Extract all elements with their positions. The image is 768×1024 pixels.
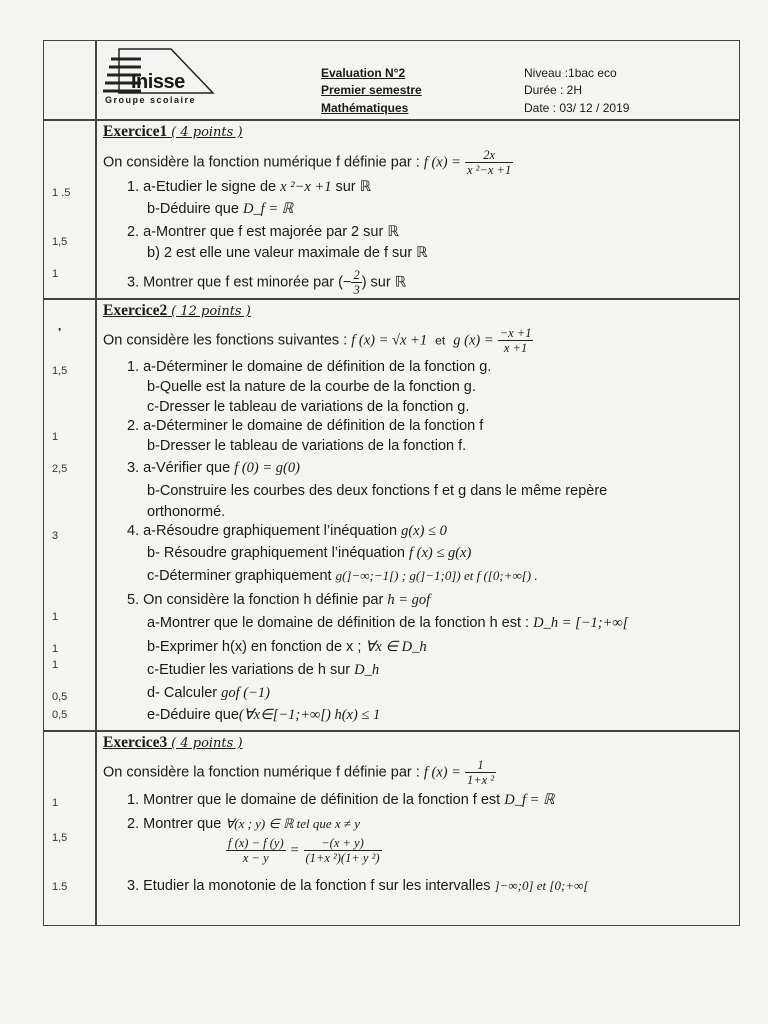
exercise2-divider <box>43 730 740 732</box>
points-ex2-q5e: 0,5 <box>52 709 68 721</box>
exercise3-function-fraction: $\frac{1}{\text{1+x ²}}$ <box>467 758 495 787</box>
ex2-q1a: 1. a-Déterminer le domaine de définition de la fonction g. <box>127 359 492 375</box>
evaluation-label: Evaluation N°2 <box>321 66 406 80</box>
ex2-q2b: b-Dresser le tableau de variations de la fonction f. <box>147 438 467 454</box>
points-ex1-q1: 1 .5 <box>52 187 71 199</box>
ex2-q5a: a-Montrer que le domaine de définition de la fonction h est : D_h = [−1;+∞[ <box>147 615 629 631</box>
points-ex2-q5d: 0,5 <box>52 691 68 703</box>
subject-label: Mathématiques <box>321 101 409 115</box>
points-column-divider <box>95 40 97 926</box>
points-ex2-q2: 1 <box>52 431 59 443</box>
points-ex2-q5a: 1 <box>52 611 59 623</box>
ex2-q1b: b-Quelle est la nature de la courbe de la fonction g. <box>147 379 476 395</box>
duration-label: Durée : 2H <box>524 83 583 97</box>
points-ex3-q1: 1 <box>52 797 59 809</box>
ex1-q2a: 2. a-Montrer que f est majorée par 2 sur ℝ <box>127 224 399 240</box>
logo-text: Inisse <box>131 71 185 93</box>
exercise1-handwritten-points: ( 4 points ) <box>171 125 243 140</box>
ex2-q4b: b- Résoudre graphiquement l’inéquation f (x) ≤ g(x) <box>147 545 472 561</box>
semester-label: Premier semestre <box>321 83 422 97</box>
points-ex2-q5b: 1 <box>52 643 59 655</box>
ex2-q1c: c-Dresser le tableau de variations de la fonction g. <box>147 399 470 415</box>
ex1-q1b: b-Déduire que D_f = ℝ <box>147 201 294 217</box>
points-ex1-q3: 1 <box>52 268 59 280</box>
exercise2-intro: On considère les fonctions suivantes : f (x) = √x +1 et g (x) = $\frac{-x +1}{x +1}$ <box>103 326 532 355</box>
exercise2-handwritten-points: ( 12 points ) <box>171 304 251 319</box>
exercise1-divider <box>43 298 740 300</box>
ex3-q2: 2. Montrer que ∀(x ; y) ∈ ℝ tel que x ≠ y <box>127 816 361 832</box>
ex2-q4a: 4. a-Résoudre graphiquement l’inéquation g(x) ≤ 0 <box>127 523 447 539</box>
exercise3-title: Exercice3 ( 4 points ) <box>103 734 243 751</box>
points-ex3-q3: 1.5 <box>52 881 68 893</box>
exercise2-g-fraction: $\frac{-x +1}{x +1}$ <box>499 326 532 355</box>
ex2-q5b: b-Exprimer h(x) en fonction de x ; ∀x ∈ D_h <box>147 639 427 655</box>
points-ex1-q2: 1,5 <box>52 236 68 248</box>
ex2-q5d: d- Calculer gof (−1) <box>147 685 270 701</box>
logo-subtext: Groupe scolaire <box>105 95 197 105</box>
exercise1-function-fraction: $\frac{2x}{\text{x ²−x +1}}$ <box>467 148 512 177</box>
ex2-q5c: c-Etudier les variations de h sur D_h <box>147 662 380 678</box>
school-logo <box>101 45 223 109</box>
margin-mark-icon: ❜ <box>58 327 62 339</box>
points-ex2-q3: 2,5 <box>52 463 68 475</box>
ex1-q1a: 1. a-Etudier le signe de x ²−x +1 sur ℝ <box>127 179 372 195</box>
ex2-q5e: e-Déduire que(∀x∈[−1;+∞[) h(x) ≤ 1 <box>147 707 381 723</box>
ex2-q5: 5. On considère la fonction h définie par h = gof <box>127 592 431 608</box>
ex2-q3b-cont: orthonormé. <box>147 504 226 520</box>
points-ex2-q1: 1,5 <box>52 365 68 377</box>
ex3-q2-identity: $\frac{f (x) - f (y)}{x - y}$ = $\frac{-(x + y)}{\text{(1+x ²)(1+ y ²)}}$ <box>228 836 380 865</box>
level-label: Niveau :1bac eco <box>524 66 617 80</box>
ex2-q3a: 3. a-Vérifier que f (0) = g(0) <box>127 460 300 476</box>
exercise2-title: Exercice2 ( 12 points ) <box>103 302 251 319</box>
exercise3-intro: On considère la fonction numérique f définie par : f (x) = $\frac{1}{\text{1+x ²}}$ <box>103 758 495 787</box>
ex2-q2a: 2. a-Déterminer le domaine de définition de la fonction f <box>127 418 484 434</box>
ex2-q3b: b-Construire les courbes des deux fonctions f et g dans le même repère <box>147 483 608 499</box>
header-divider <box>43 119 740 121</box>
exercise3-handwritten-points: ( 4 points ) <box>171 736 243 751</box>
ex2-q4c: c-Déterminer graphiquement g(]−∞;−1[) ; g(]−1;0]) et f ([0;+∞[) . <box>147 568 538 584</box>
ex1-q2b: b) 2 est elle une valeur maximale de f sur ℝ <box>147 245 428 261</box>
ex3-q3: 3. Etudier la monotonie de la fonction f sur les intervalles ]−∞;0] et [0;+∞[ <box>127 878 589 894</box>
points-ex3-q2: 1,5 <box>52 832 68 844</box>
ex1-q3: 3. Montrer que f est minorée par (− $\frac{2}{3}$ ) sur ℝ <box>127 268 407 297</box>
exercise1-intro: On considère la fonction numérique f définie par : f (x) = $\frac{2x}{\text{x ²−x +1}}$ <box>103 148 512 177</box>
date-label: Date : 03/ 12 / 2019 <box>524 101 630 115</box>
ex3-q1: 1. Montrer que le domaine de définition de la fonction f est D_f = ℝ <box>127 792 555 808</box>
points-ex2-q5c: 1 <box>52 659 59 671</box>
exercise1-title: Exercice1 ( 4 points ) <box>103 123 243 140</box>
points-ex2-q4: 3 <box>52 530 59 542</box>
